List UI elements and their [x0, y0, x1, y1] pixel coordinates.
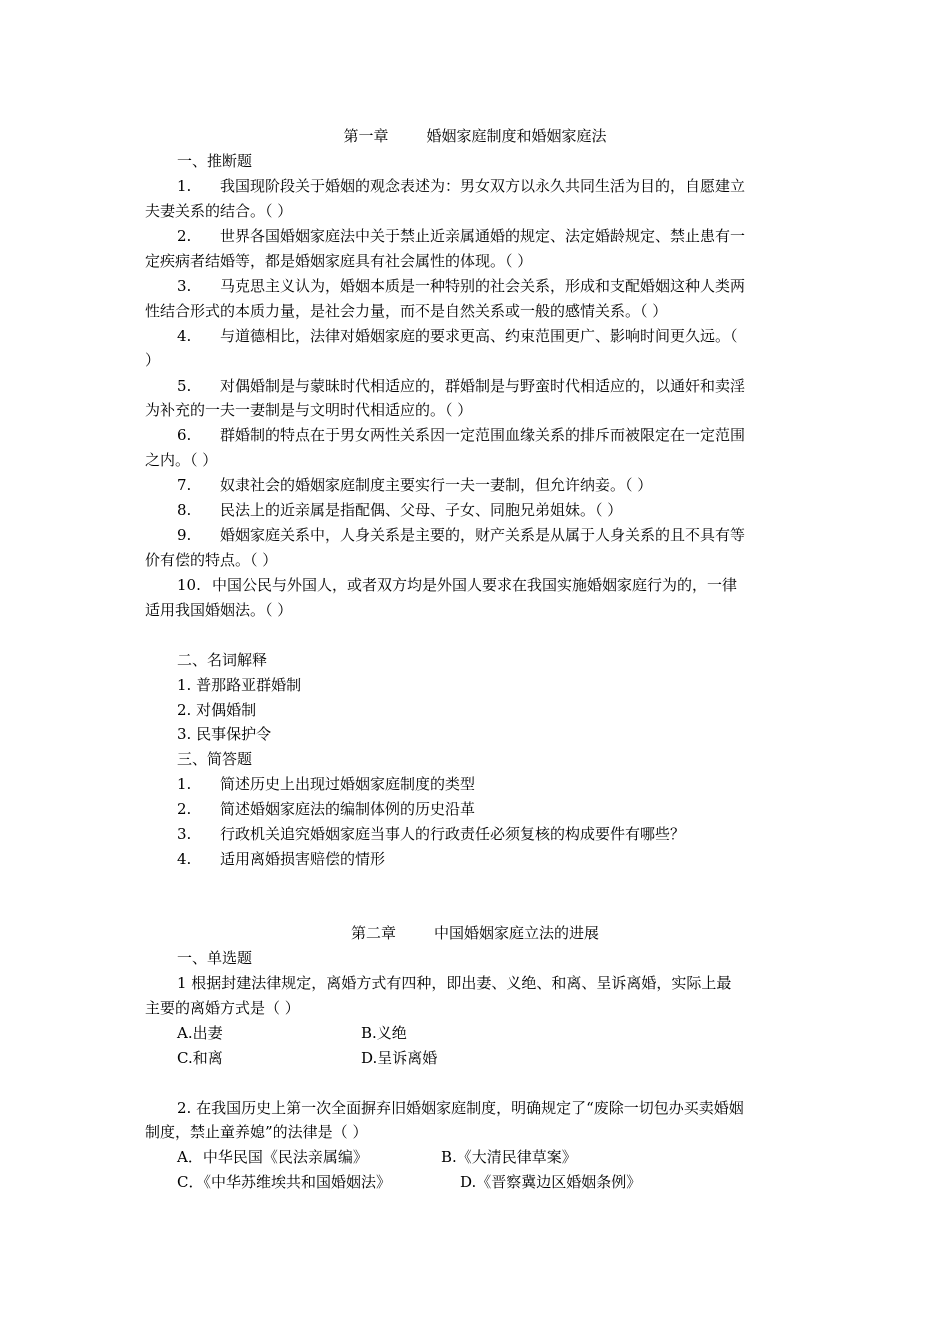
- question-2-option-b: B.《大清民律草案》: [441, 1148, 577, 1166]
- question-1-line1: 1 根据封建法律规定，离婚方式有四种，即出妻、义绝、和离、呈诉离婚，实际上最: [177, 974, 732, 992]
- judgment-1-line1: 我国现阶段关于婚姻的观念表述为：男女双方以永久共同生活为目的，自愿建立: [220, 177, 746, 195]
- judgment-6-number: 6.: [177, 426, 192, 444]
- short-answer-4-text: 适用离婚损害赔偿的情形: [220, 850, 386, 868]
- judgment-5-number: 5.: [177, 377, 192, 395]
- judgment-10-line1: 中国公民与外国人，或者双方均是外国人要求在我国实施婚姻家庭行为的，一律: [212, 576, 738, 594]
- term-2: 2. 对偶婚制: [177, 701, 257, 719]
- judgment-9-line1: 婚姻家庭关系中，人身关系是主要的，财产关系是从属于人身关系的且不具有等: [220, 526, 746, 544]
- judgment-8-number: 8.: [177, 501, 192, 519]
- short-answer-3-text: 行政机关追究婚姻家庭当事人的行政责任必须复核的构成要件有哪些？: [220, 825, 686, 843]
- chapter2-section1-title: 一、单选题: [177, 949, 253, 967]
- judgment-7-number: 7.: [177, 476, 192, 494]
- question-1-option-a: A.出妻: [177, 1024, 223, 1042]
- question-2-option-d: D.《晋察冀边区婚姻条例》: [460, 1173, 642, 1191]
- chapter1-section2-title: 二、名词解释: [177, 651, 268, 669]
- judgment-2-line1: 世界各国婚姻家庭法中关于禁止近亲属通婚的规定、法定婚龄规定、禁止患有一: [220, 227, 746, 245]
- judgment-3-line2: 性结合形式的本质力量，是社会力量，而不是自然关系或一般的感情关系。（ ）: [145, 302, 668, 320]
- short-answer-3-number: 3.: [177, 825, 192, 843]
- chapter2-name: 中国婚姻家庭立法的进展: [434, 924, 600, 942]
- question-1-line2: 主要的离婚方式是（ ）: [145, 999, 300, 1017]
- chapter1-label: 第一章: [343, 127, 389, 145]
- judgment-6-line2: 之内。（ ）: [145, 451, 218, 469]
- judgment-4-number: 4.: [177, 327, 192, 345]
- judgment-5-line1: 对偶婚制是与蒙昧时代相适应的，群婚制是与野蛮时代相适应的，以通奸和卖淫: [220, 377, 746, 395]
- judgment-9-number: 9.: [177, 526, 192, 544]
- chapter1-section3-title: 三、简答题: [177, 750, 253, 768]
- term-3: 3. 民事保护令: [177, 725, 272, 743]
- chapter1-name: 婚姻家庭制度和婚姻家庭法: [426, 127, 607, 145]
- chapter1-title: [0, 126, 950, 146]
- judgment-10-number: 10.: [177, 576, 201, 594]
- judgment-4-line2: ）: [145, 351, 161, 369]
- term-1: 1. 普那路亚群婚制: [177, 676, 302, 694]
- judgment-2-number: 2.: [177, 227, 192, 245]
- question-1-option-c: C.和离: [177, 1049, 223, 1067]
- judgment-10-line2: 适用我国婚姻法。（ ）: [145, 601, 293, 619]
- question-2-line2: 制度，禁止童养媳”的法律是（ ）: [145, 1123, 368, 1141]
- judgment-3-line1: 马克思主义认为，婚姻本质是一种特别的社会关系，形成和支配婚姻这种人类两: [220, 277, 746, 295]
- question-2-option-c: C．《中华苏维埃共和国婚姻法》: [177, 1173, 391, 1191]
- judgment-9-line2: 价有偿的特点。（ ）: [145, 551, 278, 569]
- judgment-7-line1: 奴隶社会的婚姻家庭制度主要实行一夫一妻制，但允许纳妾。（ ）: [220, 476, 653, 494]
- judgment-1-line2: 夫妻关系的结合。（ ）: [145, 202, 293, 220]
- judgment-5-line2: 为补充的一夫一妻制是与文明时代相适应的。（ ）: [145, 401, 473, 419]
- chapter1-section1-title: 一、推断题: [177, 152, 253, 170]
- judgment-2-line2: 定疾病者结婚等，都是婚姻家庭具有社会属性的体现。（ ）: [145, 252, 533, 270]
- short-answer-1-text: 简述历史上出现过婚姻家庭制度的类型: [220, 775, 476, 793]
- chapter2-title: [0, 923, 950, 943]
- question-1-option-b: B.义绝: [361, 1024, 407, 1042]
- judgment-4-line1: 与道德相比，法律对婚姻家庭的要求更高、约束范围更广、影响时间更久远。（: [220, 327, 738, 345]
- judgment-1-number: 1.: [177, 177, 192, 195]
- short-answer-2-number: 2.: [177, 800, 192, 818]
- judgment-8-line1: 民法上的近亲属是指配偶、父母、子女、同胞兄弟姐妹。（ ）: [220, 501, 623, 519]
- short-answer-4-number: 4.: [177, 850, 192, 868]
- judgment-6-line1: 群婚制的特点在于男女两性关系因一定范围血缘关系的排斥而被限定在一定范围: [220, 426, 746, 444]
- question-1-option-d: D.呈诉离婚: [361, 1049, 438, 1067]
- short-answer-2-text: 简述婚姻家庭法的编制体例的历史沿革: [220, 800, 476, 818]
- short-answer-1-number: 1.: [177, 775, 192, 793]
- judgment-3-number: 3.: [177, 277, 192, 295]
- chapter2-label: 第二章: [350, 924, 396, 942]
- question-2-option-a: A．中华民国《民法亲属编》: [177, 1148, 368, 1166]
- question-2-line1: 2. 在我国历史上第一次全面摒弃旧婚姻家庭制度，明确规定了“废除一切包办买卖婚姻: [177, 1099, 744, 1117]
